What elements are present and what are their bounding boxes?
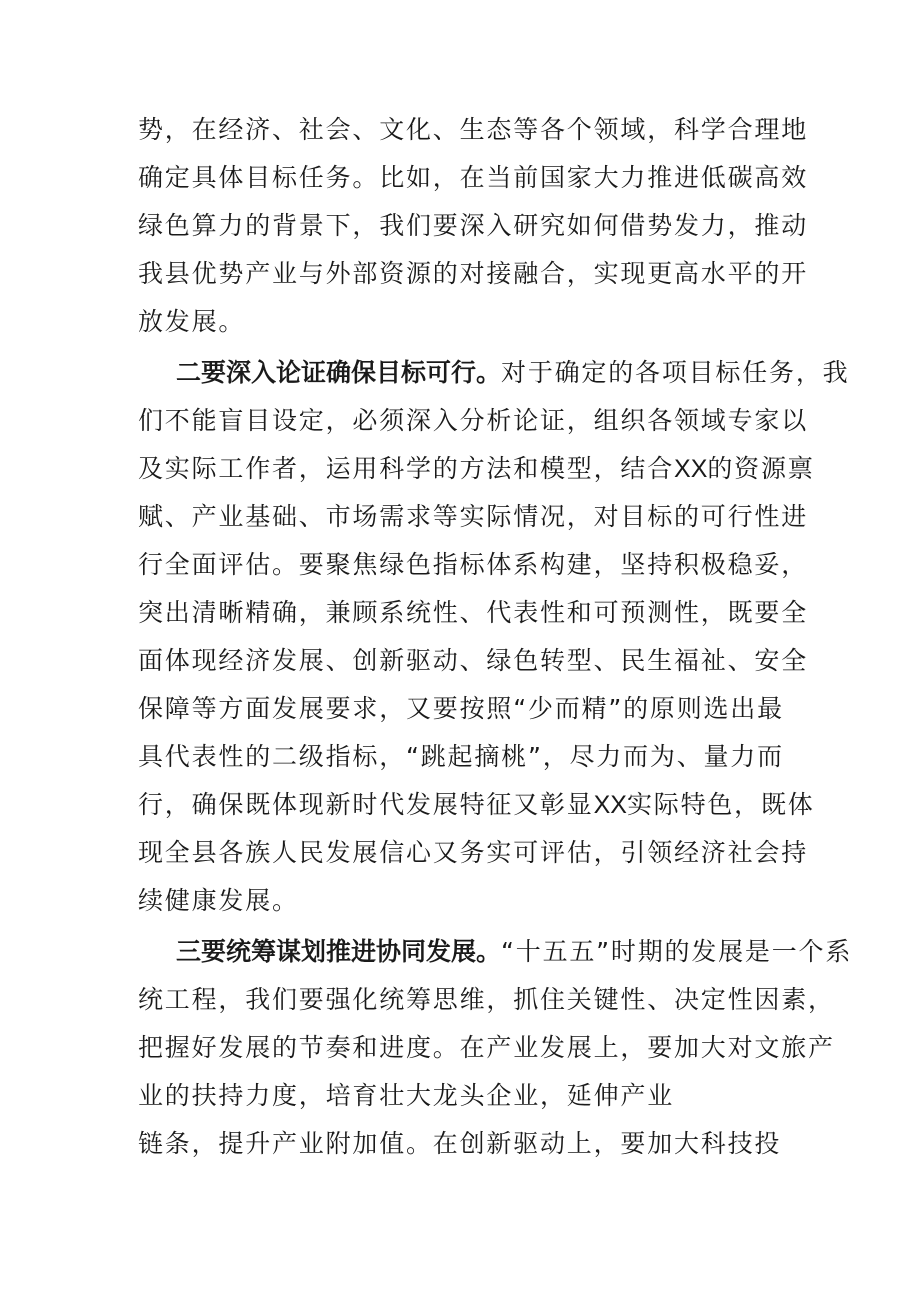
paragraph-2-line-3-text-b: 的资源禀 <box>707 454 815 483</box>
paragraph-2-line-2: 们不能盲目设定，必须深入分析论证，组织各领域专家以 <box>138 406 809 435</box>
paragraph-2-line-12: 续健康发展。 <box>138 886 299 915</box>
paragraph-2-line-11: 现全县各族人民发展信心又务实可评估，引领经济社会持 <box>138 838 809 867</box>
paragraph-2-line-4: 赋、产业基础、市场需求等实际情况，对目标的可行性进 <box>138 502 809 531</box>
paragraph-1-line-3: 绿色算力的背景下，我们要深入研究如何借势发力，推动 <box>138 211 809 240</box>
paragraph-2-line-9: 具代表性的二级指标，“跳起摘桃”，尽力而为、量力而 <box>138 742 784 771</box>
paragraph-3-line-2: 统工程，我们要强化统筹思维，抓住关键性、决定性因素， <box>138 985 835 1014</box>
paragraph-2-line-6: 突出清晰精确，兼顾系统性、代表性和可预测性，既要全 <box>138 598 809 627</box>
paragraph-2-line-5: 行全面评估。要聚焦绿色指标体系构建，坚持积极稳妥， <box>138 550 809 579</box>
placeholder-xx: XX <box>674 455 708 483</box>
paragraph-2-line-1-text: 对于确定的各项目标任务，我 <box>501 358 850 387</box>
paragraph-2-line-10 <box>138 787 815 823</box>
paragraph-2-line-3 <box>138 451 815 487</box>
paragraph-1-line-1: 势，在经济、社会、文化、生态等各个领域，科学合理地 <box>138 115 809 144</box>
paragraph-3-line-1 <box>176 934 853 970</box>
paragraph-2-heading: 二要深入论证确保目标可行。 <box>176 358 502 387</box>
paragraph-3-line-1-text: “十五五”时期的发展是一个系 <box>501 937 853 966</box>
paragraph-3-heading: 三要统筹谋划推进协同发展。 <box>176 937 502 966</box>
paragraph-3-line-4: 业的扶持力度，培育壮大龙头企业，延伸产业 <box>138 1081 675 1110</box>
paragraph-2-line-10-text-a: 行，确保既体现新时代发展特征又彰显 <box>138 790 594 819</box>
paragraph-1-line-5: 放发展。 <box>138 307 246 336</box>
paragraph-2-line-7: 面体现经济发展、创新驱动、绿色转型、民生福祉、安全 <box>138 646 809 675</box>
paragraph-2-line-1 <box>176 355 850 391</box>
paragraph-2-line-8: 保障等方面发展要求，又要按照“少而精”的原则选出最 <box>138 694 784 723</box>
paragraph-1-line-4: 我县优势产业与外部资源的对接融合，实现更高水平的开 <box>138 259 809 288</box>
paragraph-3-line-3: 把握好发展的节奏和进度。在产业发展上，要加大对文旅产 <box>138 1033 835 1062</box>
paragraph-3-line-5: 链条，提升产业附加值。在创新驱动上，要加大科技投 <box>138 1129 782 1158</box>
paragraph-1-line-2: 确定具体目标任务。比如，在当前国家大力推进低碳高效 <box>138 163 809 192</box>
paragraph-2-line-3-text-a: 及实际工作者，运用科学的方法和模型，结合 <box>138 454 675 483</box>
placeholder-xx: XX <box>593 791 627 819</box>
paragraph-2-line-10-text-b: 实际特色，既体 <box>626 790 815 819</box>
